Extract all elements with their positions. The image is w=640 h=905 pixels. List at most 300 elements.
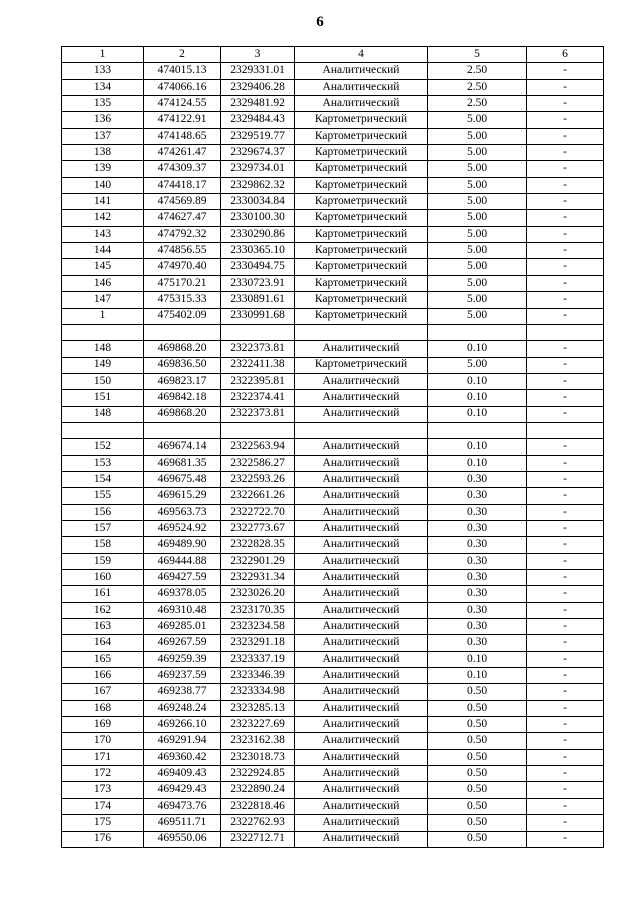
note-cell: - [527,831,604,847]
method-cell: Картометрический [295,308,428,324]
method-cell: Аналитический [295,700,428,716]
table-row [62,749,604,765]
method-cell: Аналитический [295,619,428,635]
accuracy-cell: 5.00 [428,308,527,324]
table-row [62,177,604,193]
table-body [62,47,604,848]
point-number-cell: 135 [62,96,144,112]
point-number-cell: 157 [62,520,144,536]
accuracy-cell: 0.10 [428,406,527,422]
point-number-cell: 160 [62,570,144,586]
y-coordinate-cell: 2322395.81 [221,373,295,389]
table-row [62,766,604,782]
table-row [62,406,604,422]
accuracy-cell: 0.30 [428,635,527,651]
accuracy-cell: 2.50 [428,63,527,79]
point-number-cell: 164 [62,635,144,651]
note-cell: - [527,406,604,422]
accuracy-cell: 0.50 [428,684,527,700]
y-coordinate-cell: 2323162.38 [221,733,295,749]
accuracy-cell: 0.30 [428,504,527,520]
point-number-cell: 143 [62,226,144,242]
x-coordinate-cell [144,422,221,438]
point-number-cell: 168 [62,700,144,716]
header-cell-6: 6 [527,47,604,63]
x-coordinate-cell: 469237.59 [144,668,221,684]
accuracy-cell: 0.30 [428,619,527,635]
x-coordinate-cell: 474309.37 [144,161,221,177]
table-row [62,798,604,814]
point-number-cell: 174 [62,798,144,814]
accuracy-cell: 0.10 [428,341,527,357]
point-number-cell: 148 [62,341,144,357]
y-coordinate-cell: 2330100.30 [221,210,295,226]
note-cell: - [527,128,604,144]
method-cell: Аналитический [295,390,428,406]
point-number-cell: 176 [62,831,144,847]
accuracy-cell: 5.00 [428,210,527,226]
accuracy-cell: 5.00 [428,128,527,144]
x-coordinate-cell: 474122.91 [144,112,221,128]
method-cell: Аналитический [295,553,428,569]
y-coordinate-cell: 2322722.70 [221,504,295,520]
y-coordinate-cell: 2322773.67 [221,520,295,536]
y-coordinate-cell: 2330290.86 [221,226,295,242]
y-coordinate-cell: 2322828.35 [221,537,295,553]
note-cell: - [527,112,604,128]
note-cell: - [527,439,604,455]
method-cell: Картометрический [295,275,428,291]
accuracy-cell: 5.00 [428,145,527,161]
accuracy-cell: 0.50 [428,749,527,765]
x-coordinate-cell: 469444.88 [144,553,221,569]
y-coordinate-cell: 2322712.71 [221,831,295,847]
note-cell: - [527,782,604,798]
method-cell: Аналитический [295,570,428,586]
y-coordinate-cell: 2329406.28 [221,79,295,95]
x-coordinate-cell: 475315.33 [144,292,221,308]
accuracy-cell: 0.50 [428,798,527,814]
header-cell-4: 4 [295,47,428,63]
note-cell: - [527,471,604,487]
y-coordinate-cell: 2322373.81 [221,341,295,357]
accuracy-cell: 0.30 [428,537,527,553]
table-row [62,210,604,226]
table-row [62,439,604,455]
point-number-cell: 145 [62,259,144,275]
x-coordinate-cell: 469285.01 [144,619,221,635]
table-row [62,112,604,128]
point-number-cell: 142 [62,210,144,226]
note-cell: - [527,226,604,242]
accuracy-cell: 0.10 [428,373,527,389]
point-number-cell: 150 [62,373,144,389]
note-cell: - [527,586,604,602]
note-cell: - [527,504,604,520]
y-coordinate-cell: 2322818.46 [221,798,295,814]
table-row [62,782,604,798]
y-coordinate-cell: 2329519.77 [221,128,295,144]
table-row [62,292,604,308]
x-coordinate-cell: 475402.09 [144,308,221,324]
method-cell: Аналитический [295,602,428,618]
y-coordinate-cell: 2322901.29 [221,553,295,569]
accuracy-cell: 0.30 [428,553,527,569]
accuracy-cell: 0.10 [428,390,527,406]
y-coordinate-cell: 2323346.39 [221,668,295,684]
y-coordinate-cell: 2322762.93 [221,815,295,831]
y-coordinate-cell: 2323018.73 [221,749,295,765]
y-coordinate-cell: 2329481.92 [221,96,295,112]
note-cell: - [527,275,604,291]
note-cell: - [527,455,604,471]
table-row [62,602,604,618]
note-cell: - [527,259,604,275]
method-cell: Картометрический [295,177,428,193]
accuracy-cell: 5.00 [428,226,527,242]
point-number-cell [62,422,144,438]
note-cell: - [527,243,604,259]
x-coordinate-cell: 469615.29 [144,488,221,504]
x-coordinate-cell: 469427.59 [144,570,221,586]
note-cell: - [527,602,604,618]
note-cell [527,324,604,340]
point-number-cell: 169 [62,717,144,733]
y-coordinate-cell: 2330365.10 [221,243,295,259]
point-number-cell: 141 [62,194,144,210]
method-cell: Аналитический [295,749,428,765]
point-number-cell: 137 [62,128,144,144]
accuracy-cell: 0.10 [428,439,527,455]
table-row [62,537,604,553]
x-coordinate-cell: 474261.47 [144,145,221,161]
table-row [62,390,604,406]
note-cell: - [527,194,604,210]
note-cell: - [527,145,604,161]
table-row [62,717,604,733]
note-cell: - [527,308,604,324]
point-number-cell: 149 [62,357,144,373]
point-number-cell: 136 [62,112,144,128]
table-row [62,684,604,700]
note-cell: - [527,63,604,79]
method-cell: Аналитический [295,96,428,112]
table-row [62,357,604,373]
x-coordinate-cell: 469489.90 [144,537,221,553]
accuracy-cell: 2.50 [428,96,527,112]
x-coordinate-cell: 474148.65 [144,128,221,144]
note-cell: - [527,96,604,112]
accuracy-cell: 0.10 [428,455,527,471]
method-cell: Картометрический [295,357,428,373]
x-coordinate-cell: 474792.32 [144,226,221,242]
table-row [62,308,604,324]
x-coordinate-cell: 469429.43 [144,782,221,798]
accuracy-cell: 5.00 [428,161,527,177]
method-cell: Аналитический [295,831,428,847]
method-cell: Аналитический [295,520,428,536]
y-coordinate-cell: 2322374.41 [221,390,295,406]
x-coordinate-cell: 474627.47 [144,210,221,226]
table-row [62,275,604,291]
y-coordinate-cell: 2329734.01 [221,161,295,177]
point-number-cell: 158 [62,537,144,553]
point-number-cell: 134 [62,79,144,95]
method-cell: Картометрический [295,210,428,226]
method-cell: Картометрический [295,145,428,161]
accuracy-cell: 0.50 [428,782,527,798]
accuracy-cell: 0.30 [428,488,527,504]
accuracy-cell: 0.30 [428,602,527,618]
table-row [62,373,604,389]
y-coordinate-cell: 2330991.68 [221,308,295,324]
table-row [62,194,604,210]
accuracy-cell: 0.50 [428,766,527,782]
accuracy-cell: 0.50 [428,717,527,733]
x-coordinate-cell: 474569.89 [144,194,221,210]
point-number-cell: 133 [62,63,144,79]
x-coordinate-cell: 469267.59 [144,635,221,651]
point-number-cell: 147 [62,292,144,308]
note-cell: - [527,733,604,749]
method-cell: Аналитический [295,733,428,749]
note-cell: - [527,700,604,716]
x-coordinate-cell: 469550.06 [144,831,221,847]
table-row [62,553,604,569]
x-coordinate-cell: 469291.94 [144,733,221,749]
x-coordinate-cell: 469266.10 [144,717,221,733]
method-cell: Картометрический [295,292,428,308]
accuracy-cell: 0.50 [428,831,527,847]
accuracy-cell: 5.00 [428,177,527,193]
y-coordinate-cell: 2323291.18 [221,635,295,651]
accuracy-cell: 0.50 [428,700,527,716]
point-number-cell: 170 [62,733,144,749]
y-coordinate-cell: 2322411.38 [221,357,295,373]
x-coordinate-cell: 474856.55 [144,243,221,259]
table-row [62,700,604,716]
accuracy-cell: 5.00 [428,112,527,128]
note-cell: - [527,161,604,177]
table-row [62,586,604,602]
accuracy-cell: 5.00 [428,292,527,308]
accuracy-cell: 5.00 [428,243,527,259]
method-cell: Аналитический [295,373,428,389]
x-coordinate-cell: 469310.48 [144,602,221,618]
method-cell: Аналитический [295,766,428,782]
x-coordinate-cell: 469675.48 [144,471,221,487]
accuracy-cell [428,422,527,438]
note-cell: - [527,635,604,651]
x-coordinate-cell: 469524.92 [144,520,221,536]
note-cell: - [527,79,604,95]
y-coordinate-cell: 2323227.69 [221,717,295,733]
method-cell: Аналитический [295,717,428,733]
method-cell: Картометрический [295,161,428,177]
table-row [62,226,604,242]
header-cell-5: 5 [428,47,527,63]
y-coordinate-cell: 2330891.61 [221,292,295,308]
y-coordinate-cell: 2329862.32 [221,177,295,193]
method-cell: Аналитический [295,488,428,504]
x-coordinate-cell: 469563.73 [144,504,221,520]
note-cell: - [527,749,604,765]
note-cell: - [527,537,604,553]
point-number-cell: 173 [62,782,144,798]
x-coordinate-cell: 469836.50 [144,357,221,373]
method-cell: Аналитический [295,471,428,487]
point-number-cell: 152 [62,439,144,455]
table-row [62,815,604,831]
y-coordinate-cell: 2322373.81 [221,406,295,422]
table-row [62,668,604,684]
method-cell: Аналитический [295,668,428,684]
y-coordinate-cell: 2323285.13 [221,700,295,716]
method-cell: Картометрический [295,112,428,128]
table-row [62,128,604,144]
x-coordinate-cell: 469248.24 [144,700,221,716]
header-cell-3: 3 [221,47,295,63]
table-row [62,570,604,586]
method-cell: Картометрический [295,194,428,210]
method-cell: Аналитический [295,782,428,798]
y-coordinate-cell: 2330494.75 [221,259,295,275]
x-coordinate-cell: 469674.14 [144,439,221,455]
table-row [62,619,604,635]
table-row [62,455,604,471]
x-coordinate-cell: 474066.16 [144,79,221,95]
point-number-cell: 139 [62,161,144,177]
table-row [62,324,604,340]
coordinates-table [61,46,604,848]
note-cell: - [527,341,604,357]
method-cell: Аналитический [295,798,428,814]
x-coordinate-cell: 474418.17 [144,177,221,193]
method-cell: Аналитический [295,439,428,455]
x-coordinate-cell: 469259.39 [144,651,221,667]
y-coordinate-cell: 2323170.35 [221,602,295,618]
y-coordinate-cell: 2323337.19 [221,651,295,667]
table-row [62,635,604,651]
accuracy-cell: 0.50 [428,733,527,749]
point-number-cell: 161 [62,586,144,602]
x-coordinate-cell: 469409.43 [144,766,221,782]
table-row [62,145,604,161]
method-cell: Аналитический [295,586,428,602]
method-cell: Картометрический [295,259,428,275]
point-number-cell: 151 [62,390,144,406]
point-number-cell: 154 [62,471,144,487]
point-number-cell: 153 [62,455,144,471]
y-coordinate-cell: 2322593.26 [221,471,295,487]
note-cell: - [527,815,604,831]
x-coordinate-cell: 474124.55 [144,96,221,112]
method-cell: Картометрический [295,128,428,144]
point-number-cell: 148 [62,406,144,422]
table-row [62,259,604,275]
note-cell: - [527,373,604,389]
point-number-cell: 1 [62,308,144,324]
y-coordinate-cell [221,422,295,438]
x-coordinate-cell: 469842.18 [144,390,221,406]
table-row [62,341,604,357]
x-coordinate-cell: 474970.40 [144,259,221,275]
table-row [62,831,604,847]
y-coordinate-cell: 2322931.34 [221,570,295,586]
method-cell: Картометрический [295,243,428,259]
table-row [62,63,604,79]
accuracy-cell: 2.50 [428,79,527,95]
accuracy-cell: 0.10 [428,668,527,684]
method-cell: Аналитический [295,455,428,471]
method-cell: Аналитический [295,504,428,520]
x-coordinate-cell: 469868.20 [144,341,221,357]
method-cell [295,422,428,438]
point-number-cell: 175 [62,815,144,831]
point-number-cell [62,324,144,340]
note-cell: - [527,390,604,406]
point-number-cell: 138 [62,145,144,161]
x-coordinate-cell: 469473.76 [144,798,221,814]
point-number-cell: 144 [62,243,144,259]
note-cell: - [527,651,604,667]
point-number-cell: 155 [62,488,144,504]
accuracy-cell: 5.00 [428,275,527,291]
x-coordinate-cell: 469511.71 [144,815,221,831]
point-number-cell: 163 [62,619,144,635]
note-cell: - [527,488,604,504]
method-cell: Аналитический [295,815,428,831]
accuracy-cell: 0.50 [428,815,527,831]
note-cell: - [527,717,604,733]
y-coordinate-cell: 2330034.84 [221,194,295,210]
note-cell: - [527,177,604,193]
y-coordinate-cell: 2322890.24 [221,782,295,798]
y-coordinate-cell: 2323026.20 [221,586,295,602]
y-coordinate-cell: 2323234.58 [221,619,295,635]
method-cell: Аналитический [295,63,428,79]
y-coordinate-cell: 2329484.43 [221,112,295,128]
point-number-cell: 165 [62,651,144,667]
x-coordinate-cell: 469378.05 [144,586,221,602]
note-cell: - [527,292,604,308]
method-cell: Аналитический [295,684,428,700]
accuracy-cell: 5.00 [428,259,527,275]
method-cell: Картометрический [295,226,428,242]
point-number-cell: 166 [62,668,144,684]
accuracy-cell: 5.00 [428,194,527,210]
table-row [62,520,604,536]
table-row [62,504,604,520]
point-number-cell: 162 [62,602,144,618]
header-row [62,47,604,63]
x-coordinate-cell: 469823.17 [144,373,221,389]
note-cell: - [527,210,604,226]
accuracy-cell: 0.30 [428,520,527,536]
note-cell: - [527,684,604,700]
table-row [62,488,604,504]
method-cell: Аналитический [295,341,428,357]
x-coordinate-cell [144,324,221,340]
y-coordinate-cell: 2323334.98 [221,684,295,700]
table-row [62,651,604,667]
accuracy-cell [428,324,527,340]
accuracy-cell: 0.10 [428,651,527,667]
y-coordinate-cell: 2322661.26 [221,488,295,504]
note-cell: - [527,520,604,536]
method-cell [295,324,428,340]
x-coordinate-cell: 469681.35 [144,455,221,471]
